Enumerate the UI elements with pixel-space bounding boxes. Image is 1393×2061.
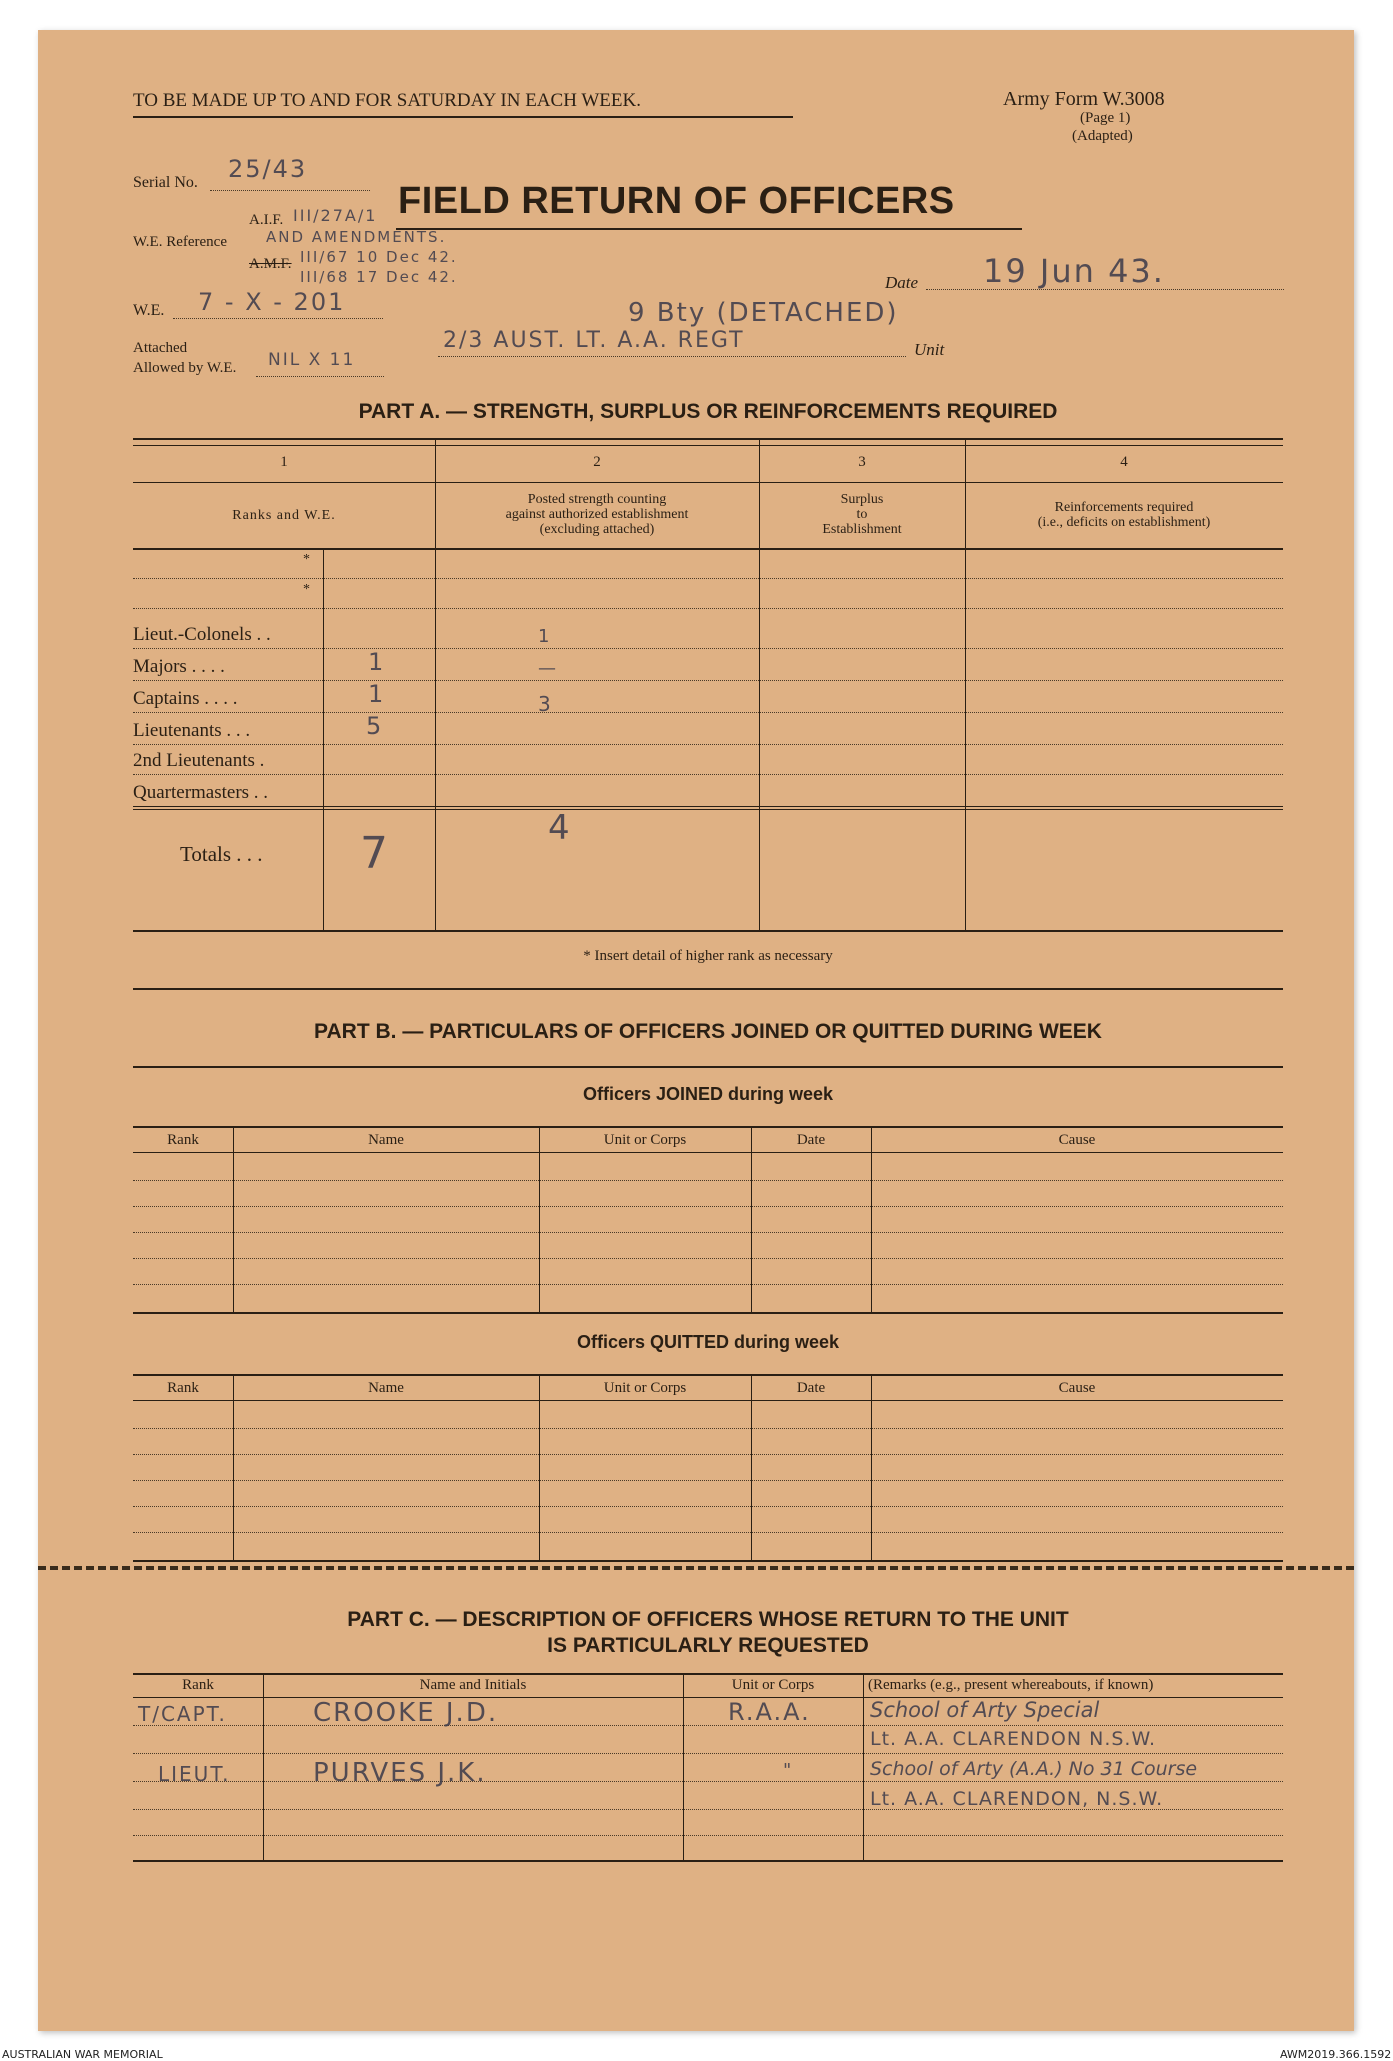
aif-label: A.I.F. [249, 212, 284, 228]
we-label: W.E. [133, 302, 165, 319]
quitted-col-rank: Rank [167, 1380, 199, 1396]
part-c-heading-2: IS PARTICULARLY REQUESTED [547, 1634, 869, 1657]
form-adapted: (Adapted) [1072, 128, 1133, 144]
col-number-1: 1 [280, 454, 288, 470]
joined-col-unit: Unit or Corps [603, 1132, 687, 1148]
unit-value-1: 9 Bty (DETACHED) [628, 298, 899, 328]
unit-line [438, 356, 906, 357]
totals-label: Totals . . . [180, 842, 263, 866]
week-note: TO BE MADE UP TO AND FOR SATURDAY IN EACH WEEK. [133, 90, 641, 111]
quitted-title: Officers QUITTED during week [576, 1332, 840, 1352]
week-note-underline [133, 116, 793, 118]
page-title: FIELD RETURN OF OFFICERS [398, 180, 955, 222]
part-c-col-rank: Rank [182, 1677, 214, 1693]
allowed-label: Allowed by W.E. [133, 360, 237, 376]
col2-header: Posted strength counting against authorized establishment (excluding attached) [505, 492, 689, 537]
footer-accession: AWM2019.366.1592 [1280, 2048, 1392, 2061]
joined-col-name: Name [368, 1132, 404, 1148]
form-page: (Page 1) [1080, 110, 1131, 126]
date-label: Date [885, 273, 919, 292]
col-number-2: 2 [593, 454, 601, 470]
part-c-col-remarks: (Remarks (e.g., present whereabouts, if known) [868, 1677, 1154, 1693]
quitted-col-cause: Cause [1058, 1380, 1096, 1396]
joined-col-rank: Rank [167, 1132, 199, 1148]
form-sheet: TO BE MADE UP TO AND FOR SATURDAY IN EACH WEEK. Army Form W.3008 (Page 1) (Adapted) FIELD RETURN OF OFFICERS Serial No. 25/43 A.I.F. III/27A/1 W.E. Reference AND AMENDMENTS. A.M.F. III/67 10 Dec 42. III/68 17 Dec 42. W.E. 7 - X - 201 Attached Allowed by W.E. NIL X 11 9 Bty (DETACHED) 2/3 AUST. LT. A.A. REGT Unit Date 19 Jun 43. PART A. — STRENGTH, SURPLUS OR REINFORCEMENTS REQUIRED 1 2 3 4 Ranks and W.E. Posted strength counting against authorized establishment (excluding attached) Surplus to Establishment Reinforcements required (i.e., deficits on establishment) * * Lieut.-Colonels . . 1 Majors . . . . 1 — Captains . . . . 1 3 Lieutenants . . . 5 2nd Lieutenants . Quartermasters . . Totals . . . 7 4 * Insert detail of higher rank as necessary PART B. — PARTICULARS OF OFFICERS JOINED OR QUITTED DURING WEEK Officers JOINED during week Rank Name Unit or Corps Date Cause Officers QUITTED during week Rank Name Unit or Corps Date Cause PART C. — DESCRIPTION OF OFFICERS WHOSE RETURN TO THE UNIT IS PARTICULARLY REQUESTED Rank Name and Initials Unit or Corps (Remarks (e.g., present whereabouts, if known) T/CAPT. CROOKE J.D. R.A.A. School of Arty Special Lt. A.A. CLARENDON N.S.W. LIEUT. PURVES J.K. " School of Arty (A.A.) No 31 Course Lt. A.A. CLARENDON, N.S.W. [38, 30, 1354, 2031]
unit-label: Unit [914, 340, 945, 359]
part-c-heading-1: PART C. — DESCRIPTION OF OFFICERS WHOSE RETURN TO THE UNIT [347, 1608, 1069, 1631]
joined-col-cause: Cause [1058, 1132, 1096, 1148]
col-number-3: 3 [858, 454, 866, 470]
date-value: 19 Jun 43. [983, 252, 1165, 290]
quitted-col-unit: Unit or Corps [603, 1380, 687, 1396]
star-row-1: * [303, 552, 310, 567]
attached-label: Attached [133, 340, 188, 356]
col4-header: Reinforcements required (i.e., deficits on establishment) [1037, 500, 1211, 530]
star-row-2: * [303, 582, 310, 597]
we-ref-value: AND AMENDMENTS. [266, 228, 447, 246]
totals-we: 7 [360, 828, 390, 879]
part-a-heading: PART A. — STRENGTH, SURPLUS OR REINFORCEMENTS REQUIRED [358, 400, 1058, 423]
perforation-line [38, 1566, 1354, 1570]
totals-posted: 4 [548, 808, 572, 848]
quitted-col-name: Name [368, 1380, 404, 1396]
part-a-top-rule [133, 438, 1283, 440]
part-b-heading: PART B. — PARTICULARS OF OFFICERS JOINED OR QUITTED DURING WEEK [314, 1020, 1102, 1043]
serial-label: Serial No. [133, 174, 198, 191]
amf-label: A.M.F. [249, 256, 292, 272]
allowed-line [256, 376, 384, 377]
aif-value: III/27A/1 [293, 206, 378, 225]
amf-value-1: III/67 10 Dec 42. [300, 248, 458, 266]
we-value: 7 - X - 201 [198, 288, 346, 316]
footer-credit: AUSTRALIAN WAR MEMORIAL [2, 2048, 163, 2061]
col1-header: Ranks and W.E. [232, 508, 336, 523]
we-line [173, 318, 383, 319]
part-a-footnote: * Insert detail of higher rank as necessary [583, 948, 833, 964]
title-underline [396, 228, 1022, 230]
part-c-col-unit: Unit or Corps [731, 1677, 815, 1693]
unit-value-2: 2/3 AUST. LT. A.A. REGT [443, 328, 745, 353]
joined-col-date: Date [796, 1132, 826, 1148]
quitted-col-date: Date [796, 1380, 826, 1396]
joined-title: Officers JOINED during week [582, 1084, 834, 1104]
we-ref-label: W.E. Reference [133, 234, 227, 250]
col-number-4: 4 [1120, 454, 1128, 470]
serial-line [210, 190, 370, 191]
amf-value-2: III/68 17 Dec 42. [300, 268, 458, 286]
col3-header: Surplus to Establishment [822, 492, 902, 537]
allowed-value: NIL X 11 [268, 350, 356, 370]
part-c-col-name: Name and Initials [419, 1677, 527, 1693]
form-name: Army Form W.3008 [1003, 88, 1165, 110]
serial-value: 25/43 [228, 155, 308, 183]
